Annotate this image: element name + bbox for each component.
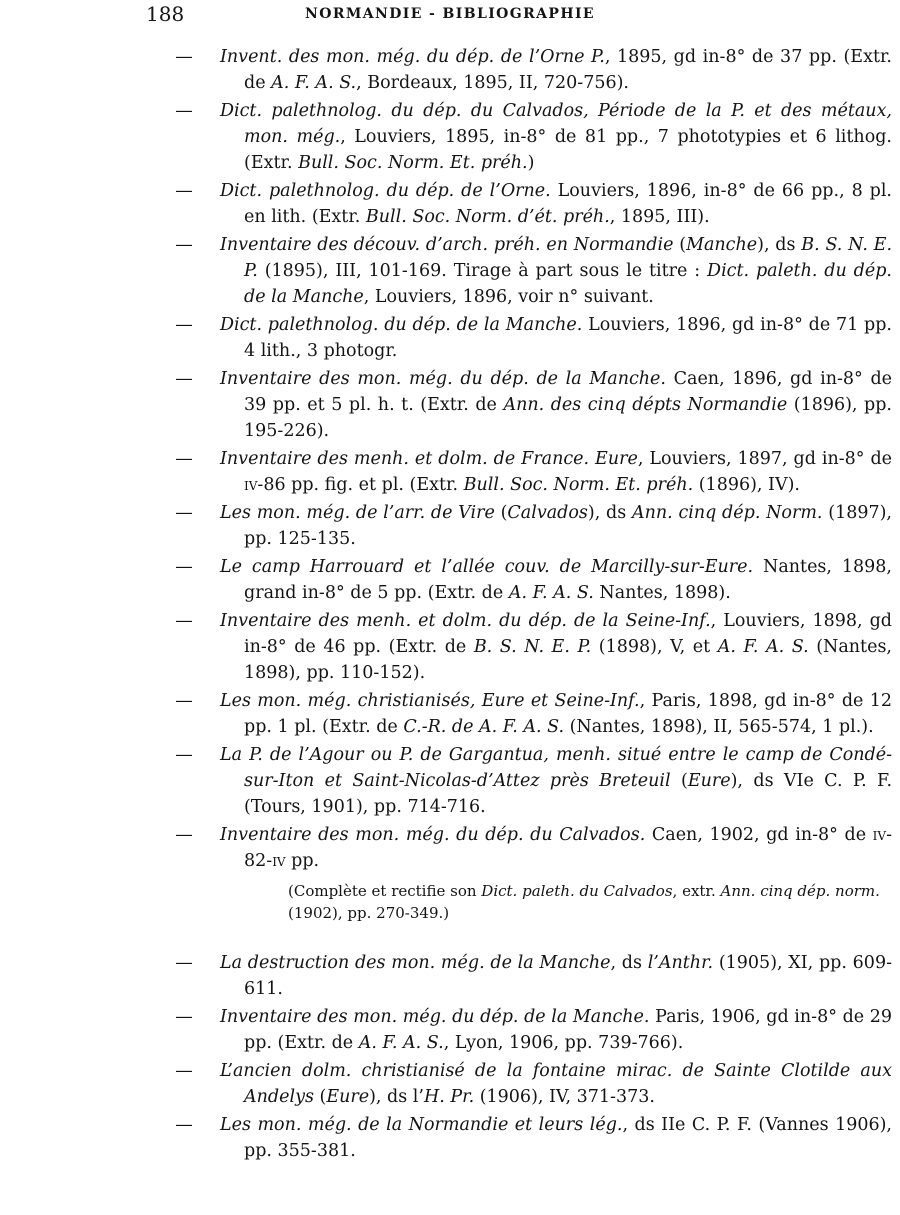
entry-dash: — bbox=[175, 369, 193, 389]
entry-citation bbox=[220, 1004, 892, 1056]
running-title: NORMANDIE - BIBLIOGRAPHIE bbox=[305, 6, 595, 22]
italic-title-text: Bull. Soc. Norm. d’ét. préh. bbox=[365, 207, 610, 227]
entry-text: pp. bbox=[285, 851, 320, 871]
bibliography-entry bbox=[0, 554, 900, 606]
entry-text: , Bordeaux, 1895, II, 720-756). bbox=[356, 73, 629, 93]
entry-text: ), ds bbox=[587, 503, 632, 523]
entry-citation bbox=[220, 98, 892, 176]
entry-text: iv bbox=[244, 475, 258, 495]
italic-title-text: Inventaire des menh. et dolm. du dép. de la Seine-Inf. bbox=[220, 611, 711, 631]
italic-title-text: Inventaire des mon. még. du dép. du Calvados. bbox=[220, 825, 646, 845]
entry-dash: — bbox=[175, 449, 193, 469]
entry-citation bbox=[220, 178, 892, 230]
entry-citation bbox=[220, 366, 892, 444]
entry-citation bbox=[220, 554, 892, 606]
entry-text: ( bbox=[673, 235, 687, 255]
entry-dash: — bbox=[175, 691, 193, 711]
entry-citation bbox=[220, 312, 892, 364]
entry-text: Louviers, 1896, gd in-8° de 71 pp. 4 lith., 3 photogr. bbox=[244, 315, 892, 361]
italic-title-text: A. F. A. S. bbox=[358, 1033, 444, 1053]
bibliography-entry bbox=[0, 1112, 900, 1164]
italic-title-text: A. F. A. S. bbox=[508, 583, 594, 603]
italic-title-text: La P. de l’Agour ou P. de Gargantua, menh. situé entre le camp de Condé-sur-Iton et Saint-Nicolas-d’Attez près Breteuil bbox=[220, 745, 892, 791]
entry-text: ) bbox=[527, 153, 535, 173]
italic-title-text: C.-R. de A. F. A. S. bbox=[403, 717, 565, 737]
italic-title-text: A. F. A. S. bbox=[717, 637, 809, 657]
entry-text: , Paris, 1898, gd in-8° de 12 pp. 1 pl. (Extr. de bbox=[244, 691, 892, 737]
entry-text: , 1895, gd in-8° de 37 pp. (Extr. de bbox=[244, 47, 892, 93]
entry-text: Nantes, 1898, grand in-8° de 5 pp. (Extr. de bbox=[244, 557, 892, 603]
entry-note bbox=[0, 880, 900, 924]
entry-citation bbox=[220, 950, 892, 1002]
bibliography-entry bbox=[0, 312, 900, 364]
entry-text: (1905), XI, pp. 609-611. bbox=[244, 953, 892, 999]
italic-title-text: La destruction des mon. még. de la Manche bbox=[220, 953, 611, 973]
italic-title-text: Le camp Harrouard et l’allée couv. de Marcilly-sur-Eure. bbox=[220, 557, 754, 577]
italic-title-text: Bull. Soc. Norm. Et. préh. bbox=[298, 153, 528, 173]
entry-text: ( bbox=[313, 1087, 327, 1107]
italic-title-text: Inventaire des mon. még. du dép. de la Manche. bbox=[220, 369, 666, 389]
entry-text: (Nantes, 1898), pp. 110-152). bbox=[244, 637, 892, 683]
italic-title-text: Ann. des cinq dépts Normandie bbox=[503, 395, 788, 415]
entry-citation bbox=[220, 232, 893, 310]
italic-title-text: l’Anthr. bbox=[647, 953, 714, 973]
italic-title-text: Ann. cinq dép. norm. bbox=[720, 882, 880, 900]
italic-title-text: Dict. palethnolog. du dép. du Calvados, Période de la P. et des métaux, mon. még. bbox=[220, 101, 892, 147]
entry-dash: — bbox=[175, 1061, 193, 1081]
italic-title-text: Ann. cinq dép. Norm. bbox=[631, 503, 823, 523]
italic-title-text: Dict. paleth. du dép. de la Manche bbox=[244, 261, 892, 307]
entry-text: , Louviers, 1897, gd in-8° de bbox=[637, 449, 893, 469]
entry-text: (Nantes, 1898), II, 565-574, 1 pl.). bbox=[564, 717, 874, 737]
bibliography-entry bbox=[0, 500, 900, 552]
entry-dash: — bbox=[175, 181, 193, 201]
entry-dash: — bbox=[175, 953, 193, 973]
entry-text: Nantes, 1898). bbox=[593, 583, 731, 603]
bibliography-entry bbox=[0, 178, 900, 230]
italic-title-text: Les mon. még. de la Normandie et leurs lég. bbox=[220, 1115, 623, 1135]
entry-citation bbox=[220, 822, 892, 874]
entry-dash: — bbox=[175, 101, 193, 121]
bibliography-list bbox=[0, 44, 900, 1166]
entry-text: , Louviers, 1896, voir n° suivant. bbox=[363, 287, 654, 307]
bibliography-entry bbox=[0, 1004, 900, 1056]
bibliography-entry bbox=[0, 446, 900, 498]
entry-text: , Lyon, 1906, pp. 739-766). bbox=[443, 1033, 684, 1053]
entry-citation bbox=[220, 608, 892, 686]
italic-title-text: Manche bbox=[686, 235, 758, 255]
italic-title-text: Inventaire des mon. még. du dép. de la Manche. bbox=[220, 1007, 650, 1027]
entry-citation bbox=[220, 1112, 892, 1164]
entry-citation bbox=[220, 500, 892, 552]
bibliography-entry bbox=[0, 822, 900, 874]
entry-text: (1906), IV, 371-373. bbox=[474, 1087, 655, 1107]
entry-citation bbox=[220, 742, 893, 820]
italic-title-text: Dict. paleth. du Calvados bbox=[481, 882, 673, 900]
entry-text: , Louviers, 1895, in-8° de 81 pp., 7 phototypies et 6 lithog. (Extr. bbox=[244, 127, 892, 173]
entry-text: ), ds bbox=[757, 235, 802, 255]
italic-title-text: Invent. des mon. még. du dép. de l’Orne P. bbox=[220, 47, 605, 67]
italic-title-text: Calvados bbox=[507, 503, 588, 523]
italic-title-text: Eure bbox=[687, 771, 731, 791]
entry-text: Caen, 1902, gd in-8° de bbox=[645, 825, 873, 845]
entry-dash: — bbox=[175, 235, 193, 255]
page-number: 188 bbox=[146, 2, 185, 26]
entry-citation bbox=[220, 446, 893, 498]
entry-text: , extr. bbox=[672, 882, 721, 900]
entry-text: ), ds VIe C. P. F. (Tours, 1901), pp. 714-716. bbox=[244, 771, 893, 817]
entry-text: iv bbox=[272, 851, 286, 871]
entry-text: (1896), pp. 195-226). bbox=[244, 395, 892, 441]
italic-title-text: A. F. A. S. bbox=[271, 73, 357, 93]
italic-title-text: Inventaire des menh. et dolm. de France. Eure bbox=[220, 449, 638, 469]
italic-title-text: Bull. Soc. Norm. Et. préh. bbox=[463, 475, 694, 495]
italic-title-text: L’ancien dolm. christianisé de la fontaine mirac. de Sainte Clotilde aux Andelys bbox=[220, 1061, 892, 1107]
entry-text: -86 pp. fig. et pl. (Extr. bbox=[257, 475, 464, 495]
entry-text: Caen, 1896, gd in-8° de 39 pp. et 5 pl. h. t. (Extr. de bbox=[244, 369, 892, 415]
entry-text: , Louviers, 1898, gd in-8° de 46 pp. (Extr. de bbox=[244, 611, 892, 657]
entry-text: (1896), IV). bbox=[693, 475, 800, 495]
entry-citation bbox=[220, 44, 892, 96]
entry-dash: — bbox=[175, 1007, 193, 1027]
italic-title-text: B. S. N. E. P. bbox=[244, 235, 893, 281]
entry-text: ( bbox=[670, 771, 688, 791]
bibliography-entry bbox=[0, 366, 900, 444]
entry-dash: — bbox=[175, 557, 193, 577]
italic-title-text: H. Pr. bbox=[423, 1087, 475, 1107]
entry-text: iv bbox=[872, 825, 887, 845]
entry-text: , ds IIe C. P. F. (Vannes 1906), pp. 355-381. bbox=[244, 1115, 892, 1161]
entry-text: (1897), pp. 125-135. bbox=[244, 503, 892, 549]
entry-dash: — bbox=[175, 503, 193, 523]
italic-title-text: Dict. palethnolog. du dép. de la Manche. bbox=[220, 315, 583, 335]
entry-text: ( bbox=[494, 503, 508, 523]
italic-title-text: Les mon. még. de l’arr. de Vire bbox=[220, 503, 495, 523]
entry-dash: — bbox=[175, 611, 193, 631]
entry-dash: — bbox=[175, 315, 193, 335]
entry-text: , ds bbox=[610, 953, 648, 973]
entry-text: ), ds l’ bbox=[369, 1087, 424, 1107]
bibliography-entry bbox=[0, 950, 900, 1002]
italic-title-text: Dict. palethnolog. du dép. de l’Orne. bbox=[220, 181, 551, 201]
italic-title-text: B. S. N. E. P. bbox=[473, 637, 592, 657]
bibliography-entry bbox=[0, 608, 900, 686]
entry-dash: — bbox=[175, 47, 193, 67]
entry-text: (1902), pp. 270-349.) bbox=[288, 904, 450, 922]
entry-citation bbox=[220, 688, 892, 740]
entry-text: (1895), III, 101-169. Tirage à part sous le titre : bbox=[257, 261, 708, 281]
italic-title-text: Les mon. még. christianisés, Eure et Seine-Inf. bbox=[220, 691, 640, 711]
italic-title-text: Inventaire des découv. d’arch. préh. en Normandie bbox=[220, 235, 674, 255]
entry-text: (Complète et rectifie son bbox=[288, 882, 482, 900]
entry-text: (1898), V, et bbox=[591, 637, 718, 657]
italic-title-text: Eure bbox=[326, 1087, 370, 1107]
entry-dash: — bbox=[175, 1115, 193, 1135]
entry-dash: — bbox=[175, 745, 193, 765]
bibliography-entry bbox=[0, 1058, 900, 1110]
bibliography-entry bbox=[0, 98, 900, 176]
entry-citation bbox=[220, 1058, 892, 1110]
running-header bbox=[0, 0, 900, 30]
bibliography-entry bbox=[0, 44, 900, 96]
entry-text: -82- bbox=[244, 825, 892, 871]
entry-text: Louviers, 1896, in-8° de 66 pp., 8 pl. en lith. (Extr. bbox=[244, 181, 892, 227]
bibliography-entry bbox=[0, 688, 900, 740]
entry-text: Paris, 1906, gd in-8° de 29 pp. (Extr. de bbox=[244, 1007, 892, 1053]
entry-dash: — bbox=[175, 825, 193, 845]
bibliography-entry bbox=[0, 232, 900, 310]
entry-text: , 1895, III). bbox=[609, 207, 710, 227]
bibliography-entry bbox=[0, 742, 900, 820]
